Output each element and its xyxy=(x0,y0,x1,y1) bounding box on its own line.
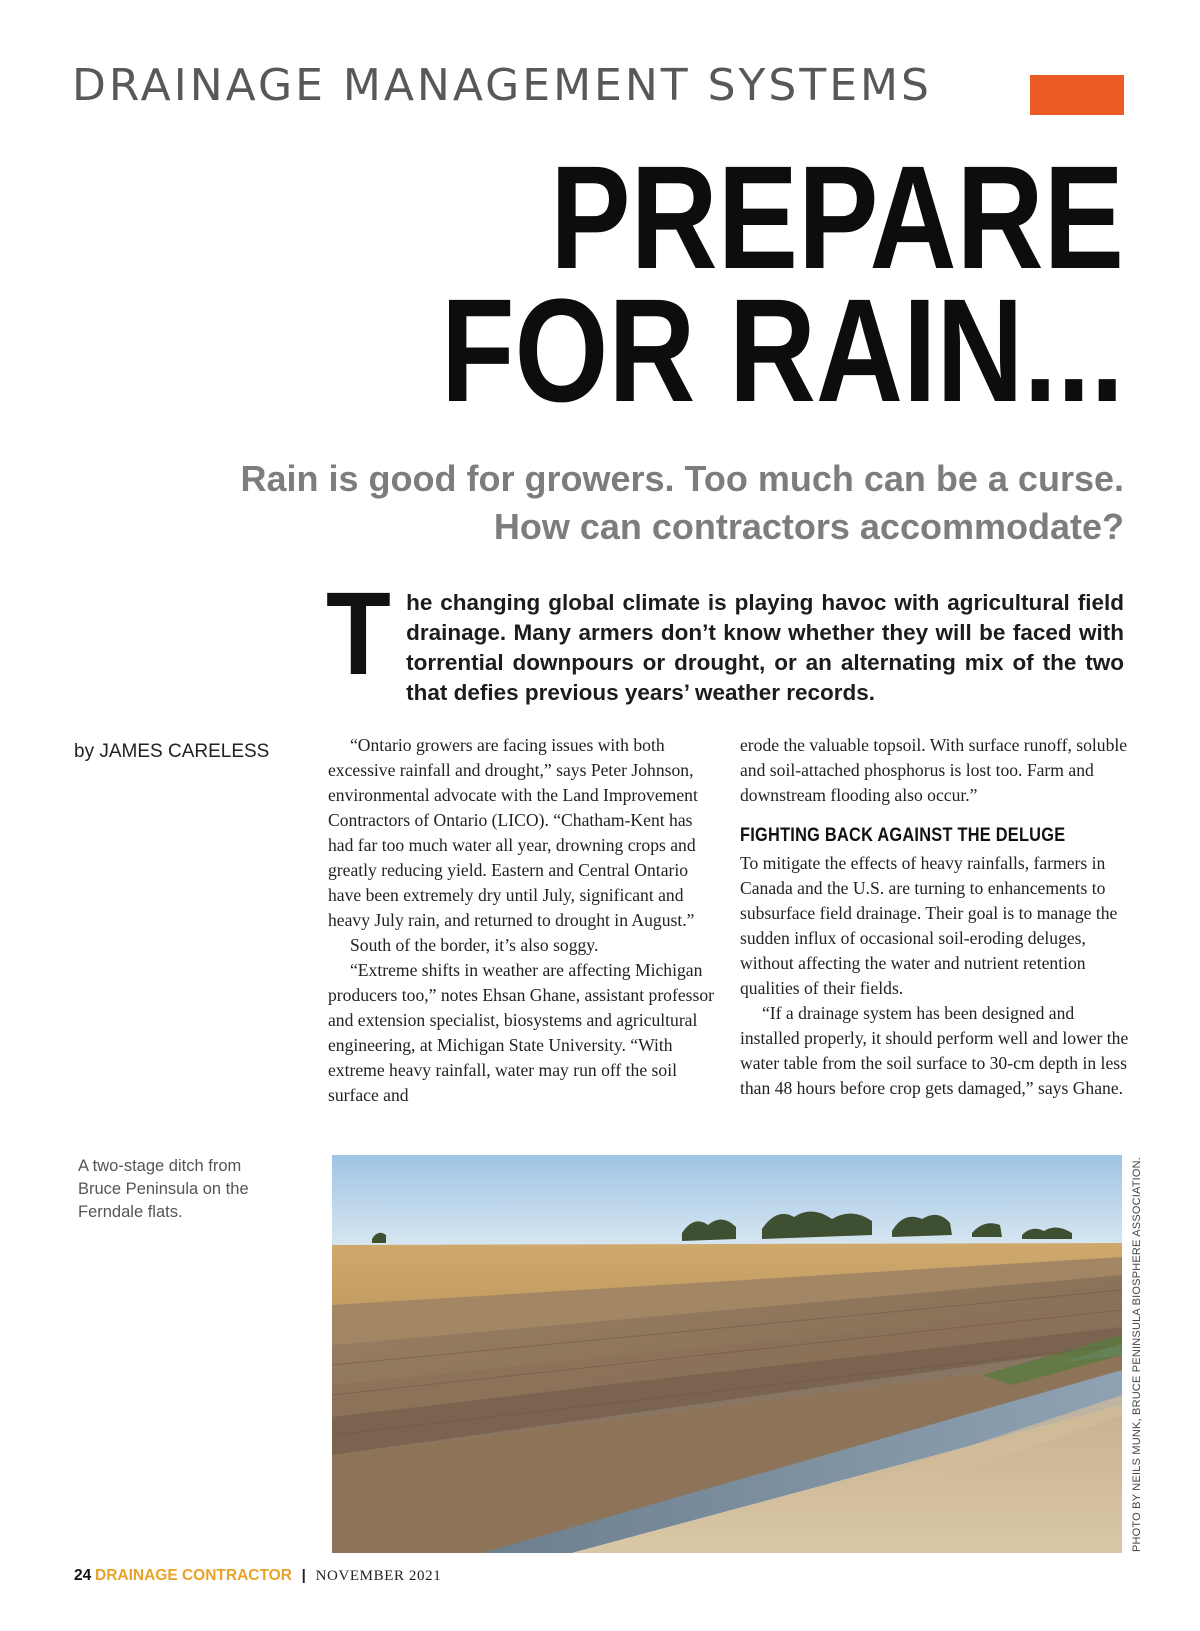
deck-line-1: Rain is good for growers. Too much can be a curse. xyxy=(240,458,1124,499)
body-paragraph: “Extreme shifts in weather are affecting Michigan producers too,” notes Ehsan Ghane, assistant professor and extension specialist, biosystems and agricultural engineering, at Michigan State University. “With extreme heavy rainfall, water may run off the soil surface and xyxy=(328,960,714,1105)
body-paragraph: To mitigate the effects of heavy rainfalls, farmers in Canada and the U.S. are turning to enhancements to subsurface field drainage. Their goal is to manage the sudden influx of occasional soil-eroding deluges, without affecting the water and nutrient retention qualities of their fields. xyxy=(740,853,1118,998)
section-subhead: FIGHTING BACK AGAINST THE DELUGE xyxy=(740,825,1066,846)
deck-line-2: How can contractors accommodate? xyxy=(493,506,1124,547)
footer-separator: | xyxy=(301,1567,306,1584)
magazine-name: DRAINAGE CONTRACTOR xyxy=(95,1567,292,1584)
intro-paragraph xyxy=(326,568,1124,708)
issue-date: NOVEMBER 2021 xyxy=(315,1568,442,1584)
page-footer xyxy=(74,1567,441,1585)
body-column-1 xyxy=(328,733,718,1108)
body-paragraph: “Ontario growers are facing issues with both excessive rainfall and drought,” says Peter Johnson, environmental advocate with the Land Improvement Contractors of Ontario (LICO). “Chatham-Kent has had far too much water all year, drowning crops and greatly reducing yield. Eastern and Central Ontario have been extremely dry until July, significant and heavy July rain, and returned to drought in August.” xyxy=(328,735,698,930)
intro-text: he changing global climate is playing havoc with agricultural field drainage. Many armers don’t know whether they will be faced with torrential downpours or drought, or an alternating mix of the two that defies previous years’ weather records. xyxy=(406,590,1124,705)
headline xyxy=(304,136,1124,433)
photo-credit-text: PHOTO BY NEILS MUNK, BRUCE PENINSULA BIOSPHERE ASSOCIATION. xyxy=(1131,1156,1143,1552)
body-paragraph: South of the border, it’s also soggy. xyxy=(350,935,599,955)
section-accent-block xyxy=(1030,75,1124,115)
page-number: 24 xyxy=(74,1567,92,1584)
body-paragraph: erode the valuable topsoil. With surface runoff, soluble and soil-attached phosphorus is lost too. Farm and downstream flooding also occur.” xyxy=(740,735,1128,805)
section-heading: DRAINAGE MANAGEMENT SYSTEMS xyxy=(72,60,932,111)
ditch-photo xyxy=(332,1155,1122,1553)
headline-line-1: PREPARE xyxy=(550,136,1124,300)
body-paragraph: “If a drainage system has been designed and installed properly, it should perform well and lower the water table from the soil surface to 30-cm depth in less than 48 hours before crop gets damaged,” says Ghane. xyxy=(740,1003,1129,1098)
headline-line-2: FOR RAIN... xyxy=(440,269,1124,433)
byline: by JAMES CARELESS xyxy=(74,741,270,762)
deck xyxy=(84,455,1124,551)
drop-cap: T xyxy=(326,568,391,700)
photo-caption: A two-stage ditch from Bruce Peninsula on the Ferndale flats. xyxy=(78,1157,249,1221)
body-column-2 xyxy=(740,733,1130,1101)
